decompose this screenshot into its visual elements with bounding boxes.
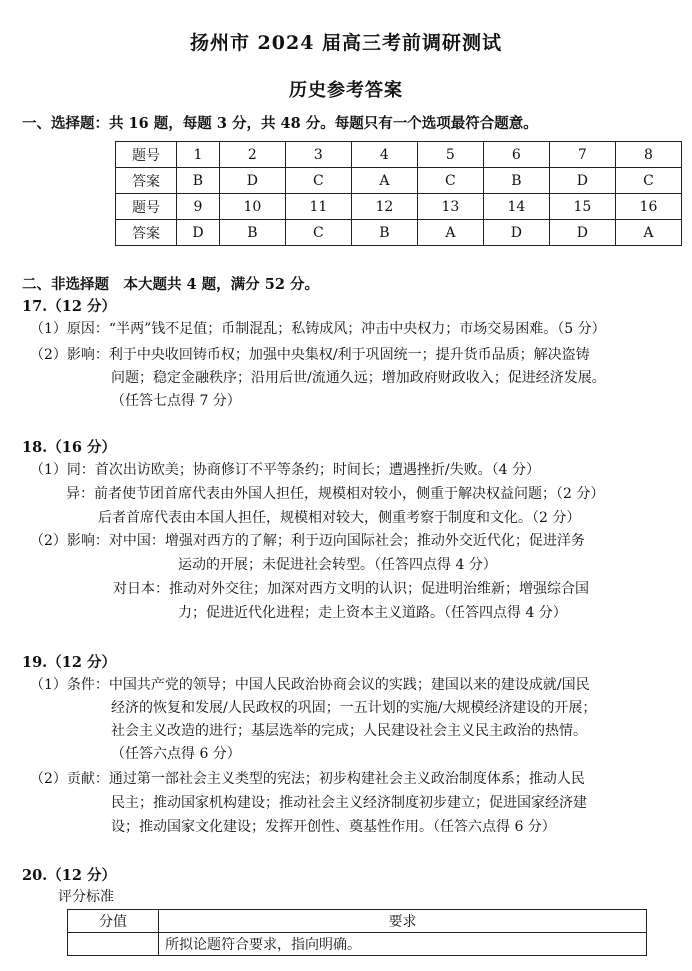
q18-line: 后者首席代表由本国人担任，规模相对较大，侧重考察于制度和文化。（2 分） (98, 510, 581, 526)
answer-table-cell: 5 (417, 142, 483, 168)
answer-table-row (116, 220, 682, 246)
answer-table-cell: 2 (219, 142, 285, 168)
q19-line: 设；推动国家文化建设；发挥开创性、奠基性作用。（任答六点得 6 分） (111, 819, 556, 835)
answer-table-cell: D (549, 168, 615, 194)
q18-line: 异：前者使节团首席代表由外国人担任，规模相对较小，侧重于解决权益问题；（2 分） (66, 486, 605, 502)
rubric-cell-score (68, 933, 159, 956)
q19-line: （2）贡献：通过第一部社会主义类型的宪法；初步构建社会主义政治制度体系；推动人民 (30, 771, 585, 787)
answer-table-cell: 13 (417, 194, 483, 220)
q18-line: 力；促进近代化进程；走上资本主义道路。（任答四点得 4 分） (178, 605, 567, 621)
answer-table-cell: C (285, 220, 351, 246)
answer-table-cell: B (483, 168, 549, 194)
q17-line: （1）原因：“半两”钱不足值；币制混乱；私铸成风；冲击中央权力；市场交易困难。（5 分） (30, 321, 606, 337)
answer-table-cell: A (351, 168, 417, 194)
q17-line: （任答七点得 7 分） (111, 393, 241, 409)
section2-heading: 二、非选择题 本大题共 4 题，满分 52 分。 (22, 276, 319, 293)
answer-table-row-label: 题号 (116, 194, 177, 220)
answer-table-cell: D (219, 168, 285, 194)
q18-title: 18.（16 分） (22, 439, 116, 456)
answer-table-cell: 14 (483, 194, 549, 220)
q19-line: 民主；推动国家机构建设；推动社会主义经济制度初步建立；促进国家经济建 (111, 795, 587, 811)
q20-title: 20.（12 分） (22, 867, 116, 884)
answer-table-cell: 7 (549, 142, 615, 168)
answer-table-row (116, 142, 682, 168)
answer-table-cell: A (417, 220, 483, 246)
q20-subtitle: 评分标准 (58, 889, 114, 905)
answer-table-cell: 15 (549, 194, 615, 220)
answer-table-cell: D (549, 220, 615, 246)
rubric-table (67, 909, 647, 956)
answer-table-cell: A (615, 220, 681, 246)
rubric-header-requirement: 要求 (159, 910, 647, 933)
answer-table-cell: B (177, 168, 220, 194)
answer-table-row-label: 答案 (116, 220, 177, 246)
answer-table-cell: 1 (177, 142, 220, 168)
rubric-cell-requirement: 所拟论题符合要求，指向明确。 (159, 933, 647, 956)
answer-table-cell: D (483, 220, 549, 246)
q18-line: 对日本：推动对外交往；加深对西方文明的认识；促进明治维新；增强综合国 (113, 581, 589, 597)
q18-line: （2）影响：对中国：增强对西方的了解；利于迈向国际社会；推动外交近代化；促进洋务 (30, 533, 585, 549)
answer-table-cell: 6 (483, 142, 549, 168)
answer-table-cell: 16 (615, 194, 681, 220)
answer-table-cell: 9 (177, 194, 220, 220)
q19-title: 19.（12 分） (22, 654, 116, 671)
answer-table-cell: C (615, 168, 681, 194)
q17-line: 问题；稳定金融秩序；沿用后世/流通久远；增加政府财政收入；促进经济发展。 (111, 370, 606, 386)
page-title: 扬州市 2024 届高三考前调研测试 (189, 32, 503, 54)
answer-table-cell: D (177, 220, 220, 246)
answer-table-cell: 11 (285, 194, 351, 220)
answer-table-cell: 8 (615, 142, 681, 168)
answer-table-row-label: 答案 (116, 168, 177, 194)
q17-line: （2）影响：利于中央收回铸币权；加强中央集权/利于巩固统一；提升货币品质；解决盗铸 (30, 347, 590, 363)
answer-table (115, 141, 682, 246)
answer-table-row (116, 168, 682, 194)
q17-title: 17.（12 分） (22, 298, 116, 315)
q19-line: （任答六点得 6 分） (111, 746, 241, 762)
q18-line: （1）同：首次出访欧美；协商修订不平等条约；时间长；遭遇挫折/失败。（4 分） (30, 462, 540, 478)
q19-line: （1）条件：中国共产党的领导；中国人民政治协商会议的实践；建国以来的建设成就/国民 (30, 677, 590, 693)
q19-line: 经济的恢复和发展/人民政权的巩固；一五计划的实施/大规模经济建设的开展； (111, 700, 597, 716)
answer-table-cell: 4 (351, 142, 417, 168)
rubric-header-score: 分值 (68, 910, 159, 933)
section1-heading: 一、选择题：共 16 题，每题 3 分，共 48 分。每题只有一个选项最符合题意。 (22, 115, 538, 132)
answer-table-cell: C (285, 168, 351, 194)
answer-table-row-label: 题号 (116, 142, 177, 168)
page-subtitle: 历史参考答案 (289, 80, 403, 101)
answer-table-cell: 12 (351, 194, 417, 220)
answer-table-cell: B (351, 220, 417, 246)
answer-table-cell: B (219, 220, 285, 246)
answer-table-cell: C (417, 168, 483, 194)
q18-line: 运动的开展；未促进社会转型。（任答四点得 4 分） (178, 557, 497, 573)
answer-table-row (116, 194, 682, 220)
answer-table-cell: 3 (285, 142, 351, 168)
answer-table-cell: 10 (219, 194, 285, 220)
q19-line: 社会主义改造的进行；基层选举的完成；人民建设社会主义民主政治的热情。 (111, 723, 587, 739)
